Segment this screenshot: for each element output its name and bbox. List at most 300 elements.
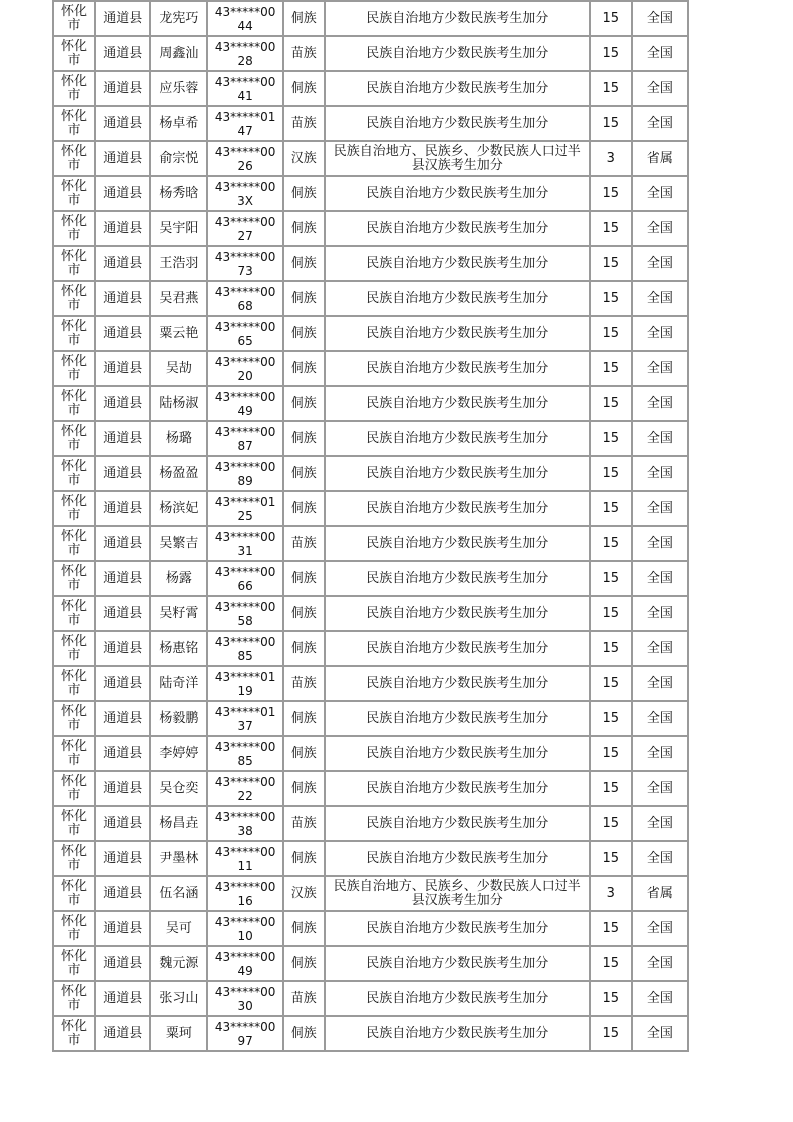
ethnicity-cell xyxy=(283,141,325,176)
ethnicity-cell xyxy=(283,36,325,71)
county-text: 通道县 xyxy=(103,150,143,166)
name-cell xyxy=(150,386,207,421)
county-text: 通道县 xyxy=(103,535,143,551)
bonus-type-text: 民族自治地方少数民族考生加分 xyxy=(366,1025,549,1041)
county-cell xyxy=(95,386,150,421)
city-cell xyxy=(53,596,95,631)
ethnicity-text: 侗族 xyxy=(290,360,317,376)
points-text: 15 xyxy=(602,10,619,26)
points-text: 15 xyxy=(602,45,619,61)
points-cell xyxy=(590,421,632,456)
bonus-type-text: 民族自治地方少数民族考生加分 xyxy=(366,780,549,796)
city-text: 怀化市 xyxy=(61,353,88,383)
id-number-text: 43*****0097 xyxy=(214,1019,276,1048)
city-text: 怀化市 xyxy=(61,493,88,523)
county-text: 通道县 xyxy=(103,360,143,376)
city-text: 怀化市 xyxy=(61,248,88,278)
city-cell xyxy=(53,736,95,771)
points-cell xyxy=(590,701,632,736)
scope-cell xyxy=(632,106,688,141)
id-cell xyxy=(207,106,282,141)
city-cell xyxy=(53,876,95,911)
scope-text: 全国 xyxy=(646,185,673,201)
scope-cell xyxy=(632,71,688,106)
name-text: 尹墨林 xyxy=(159,850,199,866)
bonus-type-cell xyxy=(325,36,590,71)
scope-cell xyxy=(632,981,688,1016)
id-number-text: 43*****0010 xyxy=(214,914,276,943)
id-number-text: 43*****0073 xyxy=(214,249,276,278)
county-cell xyxy=(95,806,150,841)
name-cell xyxy=(150,631,207,666)
bonus-type-cell xyxy=(325,106,590,141)
county-text: 通道县 xyxy=(103,920,143,936)
id-number-text: 43*****0087 xyxy=(214,424,276,453)
county-text: 通道县 xyxy=(103,1025,143,1041)
ethnicity-text: 侗族 xyxy=(290,605,317,621)
table-row xyxy=(53,1016,688,1051)
bonus-type-text: 民族自治地方少数民族考生加分 xyxy=(366,325,549,341)
ethnicity-text: 侗族 xyxy=(290,290,317,306)
name-cell xyxy=(150,1016,207,1051)
county-cell xyxy=(95,1,150,36)
city-text: 怀化市 xyxy=(61,808,88,838)
county-cell xyxy=(95,596,150,631)
id-cell xyxy=(207,631,282,666)
table-row xyxy=(53,36,688,71)
name-cell xyxy=(150,71,207,106)
id-number-text: 43*****0030 xyxy=(214,984,276,1013)
ethnicity-text: 侗族 xyxy=(290,220,317,236)
points-cell xyxy=(590,841,632,876)
bonus-type-cell xyxy=(325,491,590,526)
county-cell xyxy=(95,176,150,211)
name-text: 杨盈盈 xyxy=(159,465,199,481)
name-cell xyxy=(150,141,207,176)
name-cell xyxy=(150,106,207,141)
name-text: 吴宇阳 xyxy=(159,220,199,236)
county-cell xyxy=(95,841,150,876)
id-number-text: 43*****0011 xyxy=(214,844,276,873)
scope-text: 全国 xyxy=(646,360,673,376)
bonus-type-cell xyxy=(325,1016,590,1051)
city-text: 怀化市 xyxy=(61,1018,88,1048)
county-text: 通道县 xyxy=(103,815,143,831)
ethnicity-cell xyxy=(283,351,325,386)
id-number-text: 43*****0068 xyxy=(214,284,276,313)
bonus-type-cell xyxy=(325,736,590,771)
bonus-type-text: 民族自治地方、民族乡、少数民族人口过半县汉族考生加分 xyxy=(333,878,581,908)
scope-cell xyxy=(632,246,688,281)
bonus-type-cell xyxy=(325,806,590,841)
county-text: 通道县 xyxy=(103,500,143,516)
ethnicity-cell xyxy=(283,176,325,211)
scope-cell xyxy=(632,701,688,736)
ethnicity-text: 侗族 xyxy=(290,920,317,936)
ethnicity-text: 苗族 xyxy=(290,115,317,131)
bonus-type-text: 民族自治地方少数民族考生加分 xyxy=(366,430,549,446)
points-cell xyxy=(590,631,632,666)
county-cell xyxy=(95,211,150,246)
bonus-type-cell xyxy=(325,526,590,561)
ethnicity-text: 侗族 xyxy=(290,850,317,866)
bonus-type-text: 民族自治地方少数民族考生加分 xyxy=(366,465,549,481)
table-row xyxy=(53,841,688,876)
id-cell xyxy=(207,456,282,491)
bonus-type-text: 民族自治地方少数民族考生加分 xyxy=(366,640,549,656)
county-text: 通道县 xyxy=(103,850,143,866)
city-cell xyxy=(53,911,95,946)
county-text: 通道县 xyxy=(103,955,143,971)
id-cell xyxy=(207,666,282,701)
name-cell xyxy=(150,981,207,1016)
points-cell xyxy=(590,281,632,316)
points-text: 15 xyxy=(602,955,619,971)
city-text: 怀化市 xyxy=(61,598,88,628)
name-text: 伍名涵 xyxy=(159,885,199,901)
city-cell xyxy=(53,141,95,176)
scope-cell xyxy=(632,561,688,596)
name-text: 粟云艳 xyxy=(159,325,199,341)
name-text: 吴可 xyxy=(165,920,192,936)
id-number-text: 43*****0026 xyxy=(214,144,276,173)
id-number-text: 43*****0041 xyxy=(214,74,276,103)
bonus-type-cell xyxy=(325,561,590,596)
id-cell xyxy=(207,211,282,246)
city-cell xyxy=(53,106,95,141)
table-row xyxy=(53,491,688,526)
name-text: 王浩羽 xyxy=(159,255,199,271)
points-cell xyxy=(590,316,632,351)
bonus-type-text: 民族自治地方少数民族考生加分 xyxy=(366,290,549,306)
city-text: 怀化市 xyxy=(61,283,88,313)
table-row xyxy=(53,736,688,771)
county-cell xyxy=(95,281,150,316)
table-row xyxy=(53,1,688,36)
city-text: 怀化市 xyxy=(61,143,88,173)
points-text: 15 xyxy=(602,745,619,761)
name-text: 吴籽霄 xyxy=(159,605,199,621)
points-text: 15 xyxy=(602,710,619,726)
id-number-text: 43*****003X xyxy=(214,179,276,208)
ethnicity-text: 侗族 xyxy=(290,430,317,446)
scope-cell xyxy=(632,491,688,526)
id-cell xyxy=(207,246,282,281)
bonus-type-cell xyxy=(325,211,590,246)
scope-text: 全国 xyxy=(646,745,673,761)
points-text: 3 xyxy=(606,885,615,901)
table-row xyxy=(53,596,688,631)
ethnicity-text: 苗族 xyxy=(290,675,317,691)
points-cell xyxy=(590,876,632,911)
table-row xyxy=(53,561,688,596)
bonus-type-text: 民族自治地方少数民族考生加分 xyxy=(366,955,549,971)
table-row xyxy=(53,71,688,106)
county-cell xyxy=(95,631,150,666)
scope-text: 全国 xyxy=(646,290,673,306)
county-text: 通道县 xyxy=(103,45,143,61)
county-text: 通道县 xyxy=(103,255,143,271)
name-cell xyxy=(150,596,207,631)
county-text: 通道县 xyxy=(103,430,143,446)
name-text: 陆奇洋 xyxy=(159,675,199,691)
id-cell xyxy=(207,281,282,316)
points-text: 15 xyxy=(602,395,619,411)
name-cell xyxy=(150,561,207,596)
points-cell xyxy=(590,981,632,1016)
city-cell xyxy=(53,806,95,841)
bonus-type-text: 民族自治地方少数民族考生加分 xyxy=(366,360,549,376)
points-text: 15 xyxy=(602,465,619,481)
scope-cell xyxy=(632,876,688,911)
county-cell xyxy=(95,876,150,911)
points-cell xyxy=(590,71,632,106)
table-row xyxy=(53,456,688,491)
scope-cell xyxy=(632,281,688,316)
county-cell xyxy=(95,71,150,106)
points-cell xyxy=(590,211,632,246)
scope-text: 全国 xyxy=(646,1025,673,1041)
name-cell xyxy=(150,666,207,701)
points-cell xyxy=(590,1,632,36)
points-cell xyxy=(590,386,632,421)
county-cell xyxy=(95,526,150,561)
scope-text: 全国 xyxy=(646,920,673,936)
ethnicity-text: 侗族 xyxy=(290,80,317,96)
city-cell xyxy=(53,421,95,456)
city-cell xyxy=(53,1,95,36)
county-text: 通道县 xyxy=(103,465,143,481)
scope-text: 全国 xyxy=(646,220,673,236)
scope-text: 全国 xyxy=(646,990,673,1006)
name-cell xyxy=(150,701,207,736)
ethnicity-text: 苗族 xyxy=(290,535,317,551)
points-cell xyxy=(590,946,632,981)
city-text: 怀化市 xyxy=(61,38,88,68)
ethnicity-cell xyxy=(283,666,325,701)
bonus-type-cell xyxy=(325,911,590,946)
county-cell xyxy=(95,771,150,806)
bonus-type-text: 民族自治地方少数民族考生加分 xyxy=(366,45,549,61)
city-text: 怀化市 xyxy=(61,983,88,1013)
id-cell xyxy=(207,1016,282,1051)
scope-text: 全国 xyxy=(646,395,673,411)
name-cell xyxy=(150,36,207,71)
scope-text: 全国 xyxy=(646,535,673,551)
county-cell xyxy=(95,316,150,351)
county-text: 通道县 xyxy=(103,675,143,691)
points-cell xyxy=(590,666,632,701)
id-cell xyxy=(207,736,282,771)
bonus-type-cell xyxy=(325,981,590,1016)
ethnicity-text: 侗族 xyxy=(290,465,317,481)
ethnicity-text: 侗族 xyxy=(290,255,317,271)
ethnicity-cell xyxy=(283,561,325,596)
bonus-type-text: 民族自治地方少数民族考生加分 xyxy=(366,675,549,691)
ethnicity-text: 苗族 xyxy=(290,990,317,1006)
points-text: 3 xyxy=(606,150,615,166)
county-text: 通道县 xyxy=(103,185,143,201)
name-text: 吴繁吉 xyxy=(159,535,199,551)
name-cell xyxy=(150,1,207,36)
ethnicity-cell xyxy=(283,736,325,771)
scope-text: 全国 xyxy=(646,115,673,131)
name-cell xyxy=(150,316,207,351)
name-text: 李婷婷 xyxy=(159,745,199,761)
table-row xyxy=(53,806,688,841)
ethnicity-cell xyxy=(283,211,325,246)
bonus-type-cell xyxy=(325,176,590,211)
city-cell xyxy=(53,981,95,1016)
city-cell xyxy=(53,1016,95,1051)
points-cell xyxy=(590,176,632,211)
bonus-type-text: 民族自治地方少数民族考生加分 xyxy=(366,920,549,936)
ethnicity-cell xyxy=(283,771,325,806)
table-row xyxy=(53,876,688,911)
county-cell xyxy=(95,946,150,981)
table-body xyxy=(53,1,688,1051)
ethnicity-cell xyxy=(283,106,325,141)
name-cell xyxy=(150,456,207,491)
points-text: 15 xyxy=(602,920,619,936)
city-text: 怀化市 xyxy=(61,878,88,908)
scope-text: 全国 xyxy=(646,605,673,621)
city-cell xyxy=(53,176,95,211)
id-cell xyxy=(207,386,282,421)
name-text: 杨秀晗 xyxy=(159,185,199,201)
ethnicity-text: 侗族 xyxy=(290,710,317,726)
points-text: 15 xyxy=(602,360,619,376)
id-cell xyxy=(207,911,282,946)
id-number-text: 43*****0049 xyxy=(214,389,276,418)
ethnicity-cell xyxy=(283,876,325,911)
city-cell xyxy=(53,771,95,806)
bonus-type-text: 民族自治地方少数民族考生加分 xyxy=(366,745,549,761)
id-number-text: 43*****0027 xyxy=(214,214,276,243)
county-cell xyxy=(95,456,150,491)
id-cell xyxy=(207,71,282,106)
points-text: 15 xyxy=(602,430,619,446)
scope-cell xyxy=(632,946,688,981)
ethnicity-text: 侗族 xyxy=(290,500,317,516)
name-text: 张习山 xyxy=(159,990,199,1006)
ethnicity-cell xyxy=(283,386,325,421)
ethnicity-text: 侗族 xyxy=(290,395,317,411)
points-cell xyxy=(590,596,632,631)
city-cell xyxy=(53,386,95,421)
bonus-type-cell xyxy=(325,631,590,666)
ethnicity-text: 汉族 xyxy=(290,885,317,901)
ethnicity-text: 侗族 xyxy=(290,1025,317,1041)
ethnicity-cell xyxy=(283,1016,325,1051)
name-cell xyxy=(150,946,207,981)
ethnicity-cell xyxy=(283,71,325,106)
scope-cell xyxy=(632,666,688,701)
bonus-type-cell xyxy=(325,71,590,106)
name-cell xyxy=(150,841,207,876)
ethnicity-cell xyxy=(283,246,325,281)
county-text: 通道县 xyxy=(103,885,143,901)
city-text: 怀化市 xyxy=(61,388,88,418)
scope-cell xyxy=(632,176,688,211)
scope-text: 全国 xyxy=(646,45,673,61)
points-text: 15 xyxy=(602,500,619,516)
scope-text: 全国 xyxy=(646,325,673,341)
points-text: 15 xyxy=(602,290,619,306)
scope-cell xyxy=(632,386,688,421)
ethnicity-text: 侗族 xyxy=(290,10,317,26)
county-cell xyxy=(95,701,150,736)
city-cell xyxy=(53,491,95,526)
city-text: 怀化市 xyxy=(61,773,88,803)
name-text: 吴君燕 xyxy=(159,290,199,306)
scope-text: 省属 xyxy=(646,885,673,901)
points-text: 15 xyxy=(602,640,619,656)
table-row xyxy=(53,141,688,176)
county-text: 通道县 xyxy=(103,570,143,586)
city-cell xyxy=(53,211,95,246)
county-text: 通道县 xyxy=(103,325,143,341)
scope-text: 全国 xyxy=(646,640,673,656)
scope-cell xyxy=(632,596,688,631)
id-cell xyxy=(207,981,282,1016)
county-text: 通道县 xyxy=(103,80,143,96)
bonus-type-text: 民族自治地方少数民族考生加分 xyxy=(366,80,549,96)
name-cell xyxy=(150,876,207,911)
table-row xyxy=(53,421,688,456)
name-text: 吴劼 xyxy=(165,360,192,376)
ethnicity-cell xyxy=(283,526,325,561)
points-cell xyxy=(590,526,632,561)
county-text: 通道县 xyxy=(103,395,143,411)
scope-text: 全国 xyxy=(646,465,673,481)
bonus-type-text: 民族自治地方少数民族考生加分 xyxy=(366,570,549,586)
points-cell xyxy=(590,561,632,596)
bonus-type-cell xyxy=(325,351,590,386)
id-cell xyxy=(207,946,282,981)
scope-text: 全国 xyxy=(646,780,673,796)
name-cell xyxy=(150,771,207,806)
id-cell xyxy=(207,36,282,71)
county-text: 通道县 xyxy=(103,640,143,656)
ethnicity-cell xyxy=(283,631,325,666)
id-number-text: 43*****0066 xyxy=(214,564,276,593)
city-cell xyxy=(53,841,95,876)
id-cell xyxy=(207,806,282,841)
bonus-type-cell xyxy=(325,246,590,281)
table-row xyxy=(53,911,688,946)
id-number-text: 43*****0089 xyxy=(214,459,276,488)
name-cell xyxy=(150,736,207,771)
bonus-type-text: 民族自治地方少数民族考生加分 xyxy=(366,185,549,201)
ethnicity-cell xyxy=(283,1,325,36)
bonus-type-text: 民族自治地方少数民族考生加分 xyxy=(366,220,549,236)
id-number-text: 43*****0031 xyxy=(214,529,276,558)
scope-text: 全国 xyxy=(646,430,673,446)
table-row xyxy=(53,246,688,281)
ethnicity-text: 侗族 xyxy=(290,780,317,796)
bonus-type-cell xyxy=(325,841,590,876)
ethnicity-text: 侗族 xyxy=(290,570,317,586)
name-text: 杨昌垚 xyxy=(159,815,199,831)
bonus-type-cell xyxy=(325,281,590,316)
county-text: 通道县 xyxy=(103,710,143,726)
bonus-type-text: 民族自治地方少数民族考生加分 xyxy=(366,115,549,131)
scope-text: 全国 xyxy=(646,815,673,831)
ethnicity-cell xyxy=(283,981,325,1016)
ethnicity-cell xyxy=(283,841,325,876)
county-cell xyxy=(95,36,150,71)
